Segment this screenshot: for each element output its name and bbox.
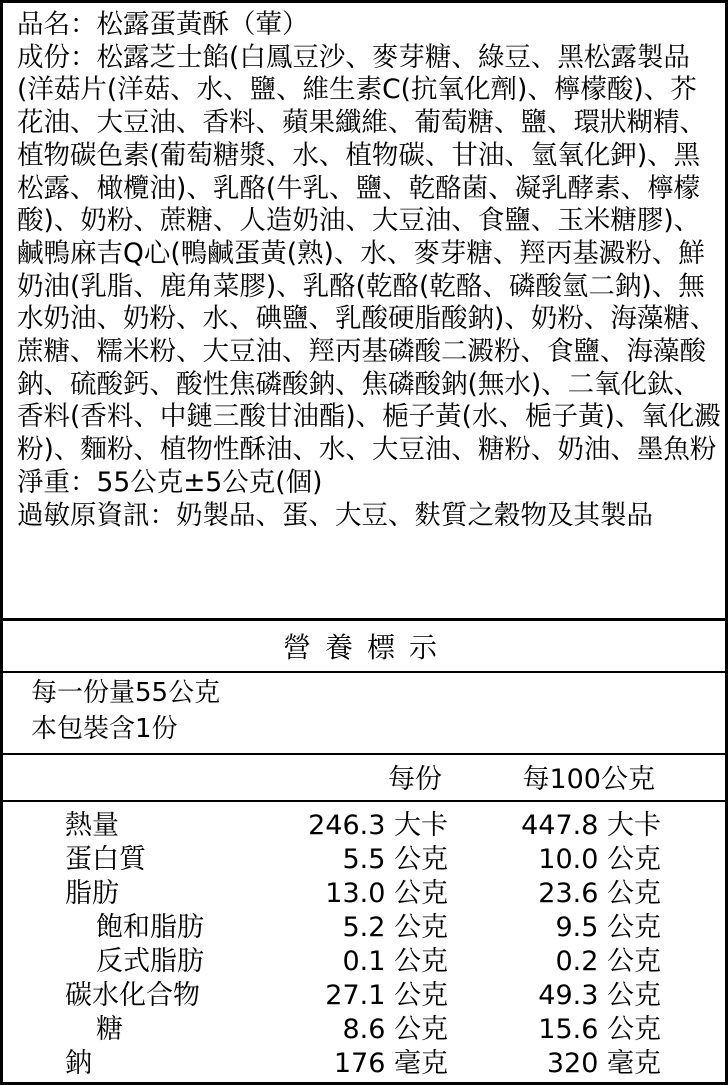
col-per-serving: 每份 xyxy=(388,764,442,795)
product-name: 品名：松露蛋黃酥（葷） xyxy=(17,9,309,40)
nutrient-name: 反式脂肪 xyxy=(96,946,204,977)
value-per-serving: 176 毫克 xyxy=(333,1048,448,1079)
value-per-serving: 5.2 公克 xyxy=(342,912,448,943)
value-per-100g: 15.6 公克 xyxy=(538,1014,661,1045)
nutrient-row-protein xyxy=(3,843,728,877)
col-per-100g: 每100公克 xyxy=(522,764,655,795)
nutrient-name: 飽和脂肪 xyxy=(96,912,204,943)
value-per-100g: 9.5 公克 xyxy=(555,912,661,943)
nutrient-row-fat xyxy=(3,877,728,911)
value-per-serving: 0.1 公克 xyxy=(342,946,448,977)
value-per-100g: 23.6 公克 xyxy=(538,878,661,909)
nutrient-name: 碳水化合物 xyxy=(65,980,200,1011)
nutrient-row-energy xyxy=(3,809,728,843)
title-divider xyxy=(3,671,728,673)
serving-size: 每一份量55公克 xyxy=(31,678,221,708)
nutrient-name: 脂肪 xyxy=(65,878,119,909)
servings-per-pack: 本包裝含1份 xyxy=(31,714,178,744)
nutrient-row-sodium xyxy=(3,1047,728,1081)
value-per-100g: 49.3 公克 xyxy=(538,980,661,1011)
allergen-info: 過敏原資訊：奶製品、蛋、大豆、麩質之穀物及其製品 xyxy=(17,499,653,531)
serving-divider xyxy=(3,753,728,755)
nutrition-title: 營養標示 xyxy=(282,631,451,664)
ingredients-block xyxy=(3,3,728,621)
nutrient-name: 蛋白質 xyxy=(65,844,146,875)
value-per-100g: 320 毫克 xyxy=(546,1048,661,1079)
section-divider xyxy=(3,618,728,621)
net-weight: 淨重：55公克±5公克(個) xyxy=(17,466,323,498)
nutrient-name: 鈉 xyxy=(65,1048,92,1079)
nutrient-row-sugar xyxy=(3,1013,728,1047)
nutrition-rows xyxy=(3,809,728,1081)
value-per-100g: 447.8 大卡 xyxy=(521,810,661,841)
nutrient-name: 熱量 xyxy=(65,810,119,841)
value-per-serving: 8.6 公克 xyxy=(342,1014,448,1045)
value-per-serving: 5.5 公克 xyxy=(342,844,448,875)
nutrient-name: 糖 xyxy=(96,1014,123,1045)
serving-info xyxy=(31,675,220,747)
nutrient-row-carbohydrate xyxy=(3,979,728,1013)
value-per-100g: 0.2 公克 xyxy=(555,946,661,977)
nutrient-row-saturated-fat xyxy=(3,911,728,945)
value-per-serving: 13.0 公克 xyxy=(325,878,448,909)
value-per-100g: 10.0 公克 xyxy=(538,844,661,875)
nutrient-row-trans-fat xyxy=(3,945,728,979)
ingredients-text: 成份：松露芝士餡(白鳳豆沙、麥芽糖、綠豆、黑松露製品(洋菇片(洋菇、水、鹽、維生素C(抗氧化劑)、檸檬酸)、芥花油、大豆油、香料、蘋果纖維、葡萄糖、鹽、環狀糊精、植物碳色素(葡萄糖漿、水、植物碳、甘油、氫氧化鉀)、黑松露、橄欖油)、乳酪(牛乳、鹽、乾酪菌、凝乳酵素、檸檬酸)、奶粉、蔗糖、人造奶油、大豆油、食鹽、玉米糖膠)、鹹鴨麻吉Q心(鴨鹹蛋黃(熟)、水、麥芽糖、羥丙基澱粉、鮮奶油(乳脂、鹿角菜膠)、乳酪(乾酪(乾酪、磷酸氫二鈉)、無水奶油、奶粉、水、碘鹽、乳酸硬脂酸鈉)、奶粉、海藻糖、蔗糖、糯米粉、大豆油、羥丙基磷酸二澱粉、食鹽、海藻酸鈉、硫酸鈣、酸性焦磷酸鈉、焦磷酸鈉(無水)、二氧化鈦、香料(香料、中鏈三酸甘油酯)、梔子黃(水、梔子黃)、氧化澱粉)、麵粉、植物性酥油、水、大豆油、糖粉、奶油、墨魚粉 xyxy=(17,41,721,466)
header-divider xyxy=(3,800,728,802)
value-per-serving: 27.1 公克 xyxy=(325,980,448,1011)
value-per-serving: 246.3 大卡 xyxy=(308,810,448,841)
